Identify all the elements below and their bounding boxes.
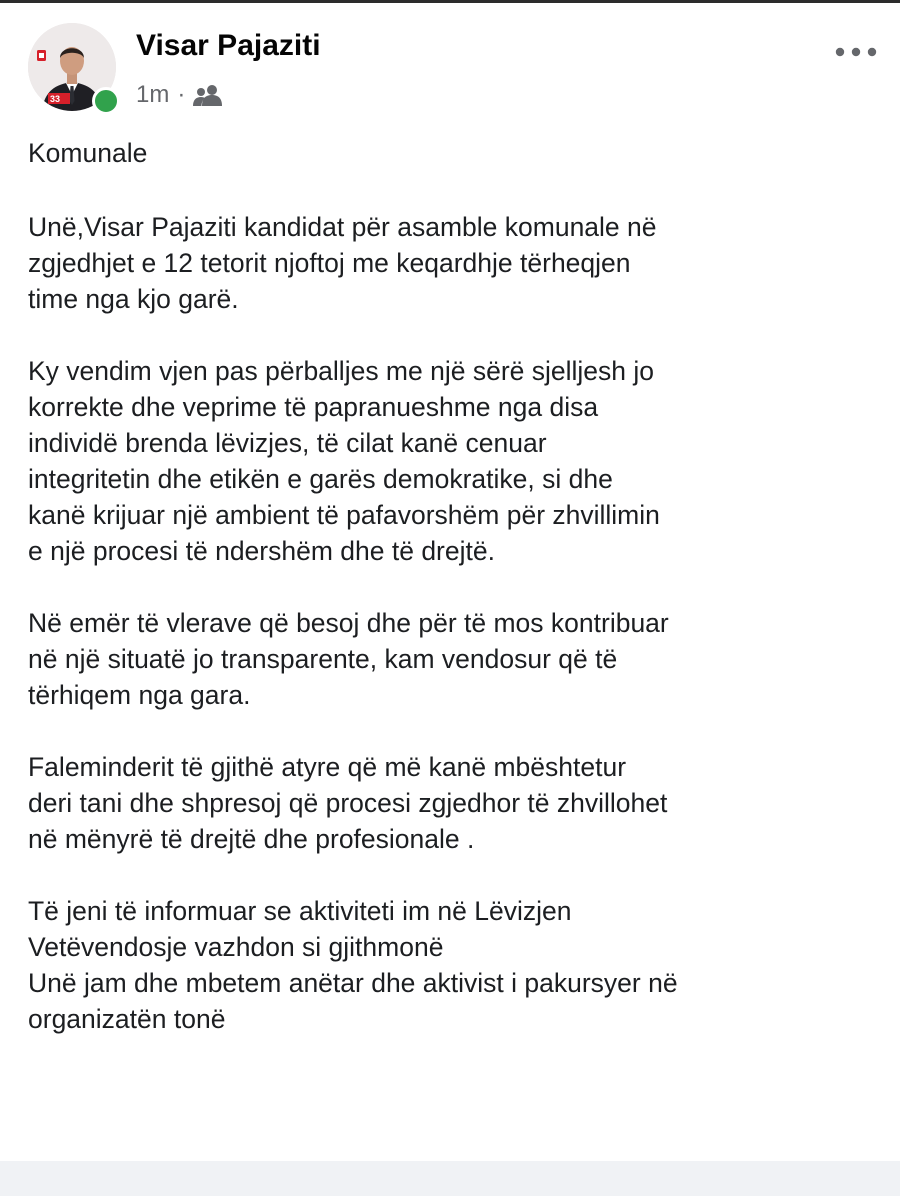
online-status-dot [92, 87, 120, 115]
author-name[interactable]: Visar Pajaziti [136, 29, 321, 62]
post-text [28, 135, 878, 1037]
more-horizontal-icon [835, 47, 877, 57]
meta-separator: · [177, 81, 186, 108]
post-meta [136, 79, 223, 111]
post-paragraph-3: Në emër të vlerave që besoj dhe për të mos kontribuar në një situatë jo transparente, kam vendosur që të tërhiqem nga gara. [28, 608, 669, 710]
post-paragraph-4: Faleminderit të gjithë atyre që më kanë mbështetur deri tani dhe shpresoj që procesi zgjedhor të zhvillohet në mënyrë të drejtë dhe profesionale . [28, 752, 668, 854]
post-card [0, 3, 900, 1161]
friends-icon[interactable] [193, 83, 223, 107]
post-title: Komunale [28, 138, 148, 168]
post-paragraph-2: Ky vendim vjen pas përballjes me një sërë sjelljesh jo korrekte dhe veprime të papranueshme nga disa individë brenda lëvizjes, të cilat kanë cenuar integritetin dhe etikën e garës demokratike, si dhe kanë krijuar një ambient të pafavorshëm për zhvillimin e një procesi të ndershëm dhe të drejtë. [28, 356, 660, 566]
avatar-badge-number: 33 [50, 94, 61, 104]
post-timestamp[interactable]: 1m [136, 81, 170, 108]
post-paragraph-1: Unë,Visar Pajaziti kandidat për asamble komunale në zgjedhjet e 12 tetorit njoftoj me keqardhje tërheqjen time nga kjo garë. [28, 212, 657, 314]
post-paragraph-5: Të jeni të informuar se aktiviteti im në Lëvizjen Vetëvendosje vazhdon si gjithmonë Unë jam dhe mbetem anëtar dhe aktivist i pakursyer në organizatën tonë [28, 896, 678, 1034]
feed-background [0, 1161, 900, 1196]
more-options-button[interactable] [834, 37, 878, 67]
post-header [28, 23, 878, 119]
